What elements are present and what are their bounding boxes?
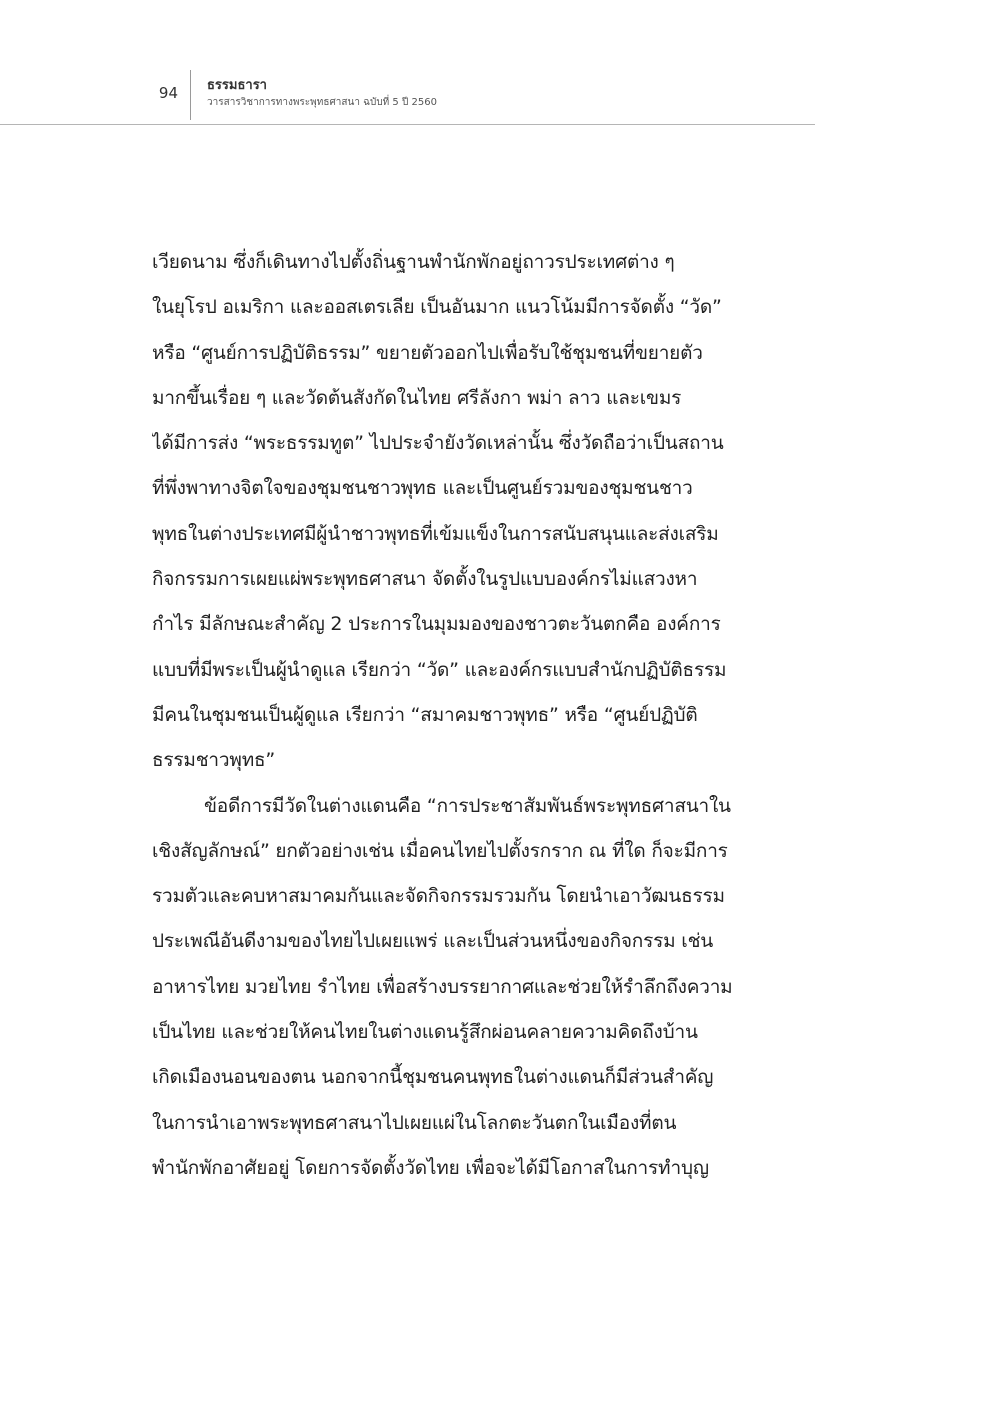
text-line: หรือ “ศูนย์การปฏิบัติธรรม” ขยายตัวออกไปเพื่อรับใช้ชุมชนที่ขยายตัว bbox=[152, 341, 703, 364]
text-line: กำไร มีลักษณะสำคัญ 2 ประการในมุมมองของชาวตะวันตกคือ องค์การ bbox=[152, 613, 721, 636]
page-header bbox=[0, 60, 815, 125]
text-line: เกิดเมืองนอนของตน นอกจากนี้ชุมชนคนพุทธในต่างแดนก็มีส่วนสำคัญ bbox=[152, 1066, 714, 1089]
page-number: 94 bbox=[158, 84, 178, 102]
text-line: แบบที่มีพระเป็นผู้นำดูแล เรียกว่า “วัด” และองค์กรแบบสำนักปฏิบัติธรรม bbox=[152, 658, 727, 681]
text-line: เชิงสัญลักษณ์” ยกตัวอย่างเช่น เมื่อคนไทยไปตั้งรกราก ณ ที่ใด ก็จะมีการ bbox=[152, 839, 728, 862]
header-divider bbox=[190, 70, 191, 120]
text-line: พำนักพักอาศัยอยู่ โดยการจัดตั้งวัดไทย เพื่อจะได้มีโอกาสในการทำบุญ bbox=[152, 1156, 709, 1179]
text-line: กิจกรรมการเผยแผ่พระพุทธศาสนา จัดตั้งในรูปแบบองค์กรไม่แสวงหา bbox=[152, 568, 698, 591]
text-line: ธรรมชาวพุทธ” bbox=[152, 749, 276, 772]
text-line: ในการนำเอาพระพุทธศาสนาไปเผยแผ่ในโลกตะวันตกในเมืองที่ตน bbox=[152, 1111, 677, 1134]
text-line: อาหารไทย มวยไทย รำไทย เพื่อสร้างบรรยากาศและช่วยให้รำลึกถึงความ bbox=[152, 975, 733, 998]
paragraph-start-line: ข้อดีการมีวัดในต่างแดนคือ “การประชาสัมพันธ์พระพุทธศาสนาใน bbox=[204, 794, 731, 817]
text-line: เป็นไทย และช่วยให้คนไทยในต่างแดนรู้สึกผ่อนคลายความคิดถึงบ้าน bbox=[152, 1021, 698, 1044]
text-line: มากขึ้นเรื่อย ๆ และวัดต้นสังกัดในไทย ศรีลังกา พม่า ลาว และเขมร bbox=[152, 386, 682, 409]
body-text bbox=[152, 240, 820, 1191]
text-line: ประเพณีอันดีงามของไทยไปเผยแพร่ และเป็นส่วนหนึ่งของกิจกรรม เช่น bbox=[152, 930, 714, 953]
text-line: ได้มีการส่ง “พระธรรมทูต” ไปประจำยังวัดเหล่านั้น ซึ่งวัดถือว่าเป็นสถาน bbox=[152, 432, 724, 455]
text-line: ในยุโรป อเมริกา และออสเตรเลีย เป็นอันมาก แนวโน้มมีการจัดตั้ง “วัด” bbox=[152, 296, 722, 319]
journal-subtitle: วารสารวิชาการทางพระพุทธศาสนา ฉบับที่ 5 ปี 2560 bbox=[207, 97, 437, 108]
text-line: เวียดนาม ซึ่งก็เดินทางไปตั้งถิ่นฐานพำนักพักอยู่ถาวรประเทศต่าง ๆ bbox=[152, 251, 675, 273]
text-line: มีคนในชุมชนเป็นผู้ดูแล เรียกว่า “สมาคมชาวพุทธ” หรือ “ศูนย์ปฏิบัติ bbox=[152, 703, 698, 726]
journal-title: ธรรมธารา bbox=[207, 78, 267, 93]
header-rule bbox=[0, 124, 815, 125]
text-line: ที่พึ่งพาทางจิตใจของชุมชนชาวพุทธ และเป็นศูนย์รวมของชุมชนชาว bbox=[152, 477, 693, 500]
text-line: รวมตัวและคบหาสมาคมกันและจัดกิจกรรมรวมกัน โดยนำเอาวัฒนธรรม bbox=[152, 885, 725, 908]
text-line: พุทธในต่างประเทศมีผู้นำชาวพุทธที่เข้มแข็งในการสนับสนุนและส่งเสริม bbox=[152, 522, 719, 545]
